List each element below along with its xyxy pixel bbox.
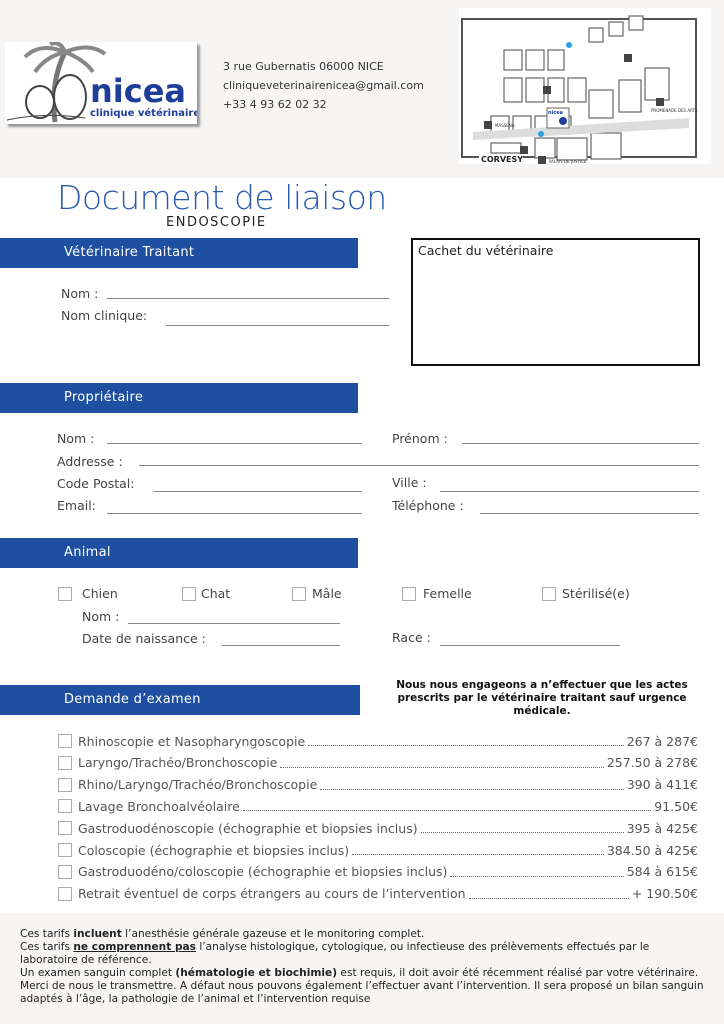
section-header-owner: Propriétaire [0, 383, 358, 413]
dot-leader [421, 823, 624, 833]
exam-label: Gastroduodéno/coloscopie (échographie et biopsies inclus) [78, 864, 448, 880]
owner-cp-field[interactable] [153, 491, 362, 492]
checkbox-male[interactable] [292, 587, 306, 601]
page-title: Document de liaison [57, 178, 387, 217]
footer-text: Ces tarifs incluent l’anesthésie générale gazeuse et le monitoring complet. Ces tarifs ne comprennent pas l’analyse histologique, cytologique, ou infectieuse des prélèvements effectués par le laboratoire de référence. Un examen sanguin complet (hématologie et biochimie) est requis, il doit avoir été récemment réalisé par votre vétérinaire. Merci de nous le transmettre. A défaut nous pouvons également l’effectuer avant l’intervention. Il sera proposé un bilan sanguin adaptés à l’âge, la pathologie de l’animal et l’intervention requise [20, 928, 704, 1005]
address: 3 rue Gubernatis 06000 NICE [223, 60, 384, 73]
phone: +33 4 93 62 02 32 [223, 98, 327, 111]
stamp-label: Cachet du vétérinaire [418, 243, 554, 258]
header [0, 0, 724, 178]
exam-label: Gastroduodénoscopie (échographie et biopsies inclus) [78, 820, 418, 836]
exam-price: 395 à 425€ [626, 820, 698, 836]
vet-name-field[interactable] [107, 298, 389, 299]
exam-checkbox[interactable] [58, 756, 72, 770]
svg-text:PROMENADE DES ARTS: PROMENADE DES ARTS [651, 108, 698, 113]
exam-price: 257.50 à 278€ [606, 755, 698, 771]
owner-address-label: Addresse : [57, 454, 123, 469]
exam-item[interactable] [58, 732, 698, 750]
owner-phone-label: Téléphone : [392, 498, 464, 513]
owner-nom-label: Nom : [57, 431, 95, 446]
exam-checkbox[interactable] [58, 778, 72, 792]
stamp-box[interactable] [411, 238, 700, 366]
checkbox-chat[interactable] [182, 587, 196, 601]
section-header-exam: Demande d’examen [0, 685, 360, 715]
exam-label: Rhino/Laryngo/Trachéo/Bronchoscopie [78, 777, 318, 793]
label-chat: Chat [201, 586, 231, 601]
exam-checkbox[interactable] [58, 821, 72, 835]
label-femelle: Femelle [423, 586, 472, 601]
commitment-note: Nous nous engageons a n’effectuer que les actes prescrits par le vétérinaire traitant sauf urgence médicale. [396, 679, 688, 717]
exam-item[interactable] [58, 841, 698, 859]
owner-city-field[interactable] [440, 491, 699, 492]
section-header-animal: Animal [0, 538, 358, 568]
label-sterilise: Stérilisé(e) [562, 586, 630, 601]
page-subtitle: ENDOSCOPIE [166, 215, 267, 230]
owner-email-label: Email: [57, 498, 96, 513]
label-chien: Chien [82, 586, 118, 601]
map-label-corvesy: CORVESY [481, 155, 524, 164]
exam-checkbox[interactable] [58, 843, 72, 857]
logo-text: nicea [90, 72, 187, 110]
exam-price: 390 à 411€ [626, 777, 698, 793]
animal-name-label: Nom : [82, 609, 120, 624]
exam-label: Coloscopie (échographie et biopsies inclus) [78, 842, 350, 858]
logo-subtext: clinique vétérinaire [90, 108, 197, 119]
location-map [459, 8, 711, 164]
checkbox-femelle[interactable] [402, 587, 416, 601]
svg-text:MASSENA: MASSENA [495, 123, 515, 128]
exam-label: Retrait éventuel de corps étrangers au cours de l’intervention [78, 886, 466, 902]
exam-price: 584 à 615€ [626, 864, 698, 880]
owner-address-field[interactable] [139, 465, 699, 466]
label-male: Mâle [312, 586, 342, 601]
exam-checkbox[interactable] [58, 734, 72, 748]
exam-item[interactable] [58, 754, 698, 772]
dot-leader [352, 845, 604, 855]
svg-text:nicea: nicea [548, 110, 564, 116]
footer-notes [0, 913, 724, 1024]
owner-cp-label: Code Postal: [57, 476, 135, 491]
exam-item[interactable] [58, 776, 698, 794]
dot-leader [320, 780, 623, 790]
exam-price: 91.50€ [654, 798, 698, 814]
owner-prenom-field[interactable] [462, 443, 699, 444]
exam-item[interactable] [58, 797, 698, 815]
animal-dob-field[interactable] [222, 645, 340, 646]
dot-leader [243, 801, 651, 811]
vet-clinic-label: Nom clinique: [61, 308, 148, 323]
exam-label: Rhinoscopie et Nasopharyngoscopie [78, 733, 306, 749]
exam-price: 267 à 287€ [626, 733, 698, 749]
email[interactable]: cliniqueveterinairenicea@gmail.com [223, 79, 424, 92]
vet-name-label: Nom : [61, 286, 99, 301]
dot-leader [280, 758, 603, 768]
dot-leader [308, 736, 624, 746]
exam-label: Laryngo/Trachéo/Bronchoscopie [78, 755, 278, 771]
vet-clinic-field[interactable] [166, 325, 389, 326]
exam-item[interactable] [58, 885, 698, 903]
checkbox-chien[interactable] [58, 587, 72, 601]
section-header-vet: Vétérinaire Traitant [0, 238, 358, 268]
exam-checkbox[interactable] [58, 887, 72, 901]
animal-name-field[interactable] [128, 623, 340, 624]
animal-dob-label: Date de naissance : [82, 631, 206, 646]
clinic-logo [5, 42, 197, 124]
exam-price: 384.50 à 425€ [606, 842, 698, 858]
owner-nom-field[interactable] [107, 443, 362, 444]
owner-phone-field[interactable] [480, 513, 699, 514]
owner-city-label: Ville : [392, 475, 427, 490]
owner-prenom-label: Prénom : [392, 431, 448, 446]
exam-checkbox[interactable] [58, 799, 72, 813]
animal-race-field[interactable] [440, 645, 620, 646]
dot-leader [450, 867, 623, 877]
animal-race-label: Race : [392, 630, 431, 645]
exam-item[interactable] [58, 819, 698, 837]
checkbox-sterilise[interactable] [542, 587, 556, 601]
svg-text:PALAIS DE JUSTICE: PALAIS DE JUSTICE [549, 159, 587, 164]
owner-email-field[interactable] [107, 513, 362, 514]
exam-checkbox[interactable] [58, 865, 72, 879]
exam-label: Lavage Bronchoalvéolaire [78, 798, 240, 814]
exam-item[interactable] [58, 863, 698, 881]
exam-price: + 190.50€ [631, 886, 698, 902]
dot-leader [469, 889, 629, 899]
